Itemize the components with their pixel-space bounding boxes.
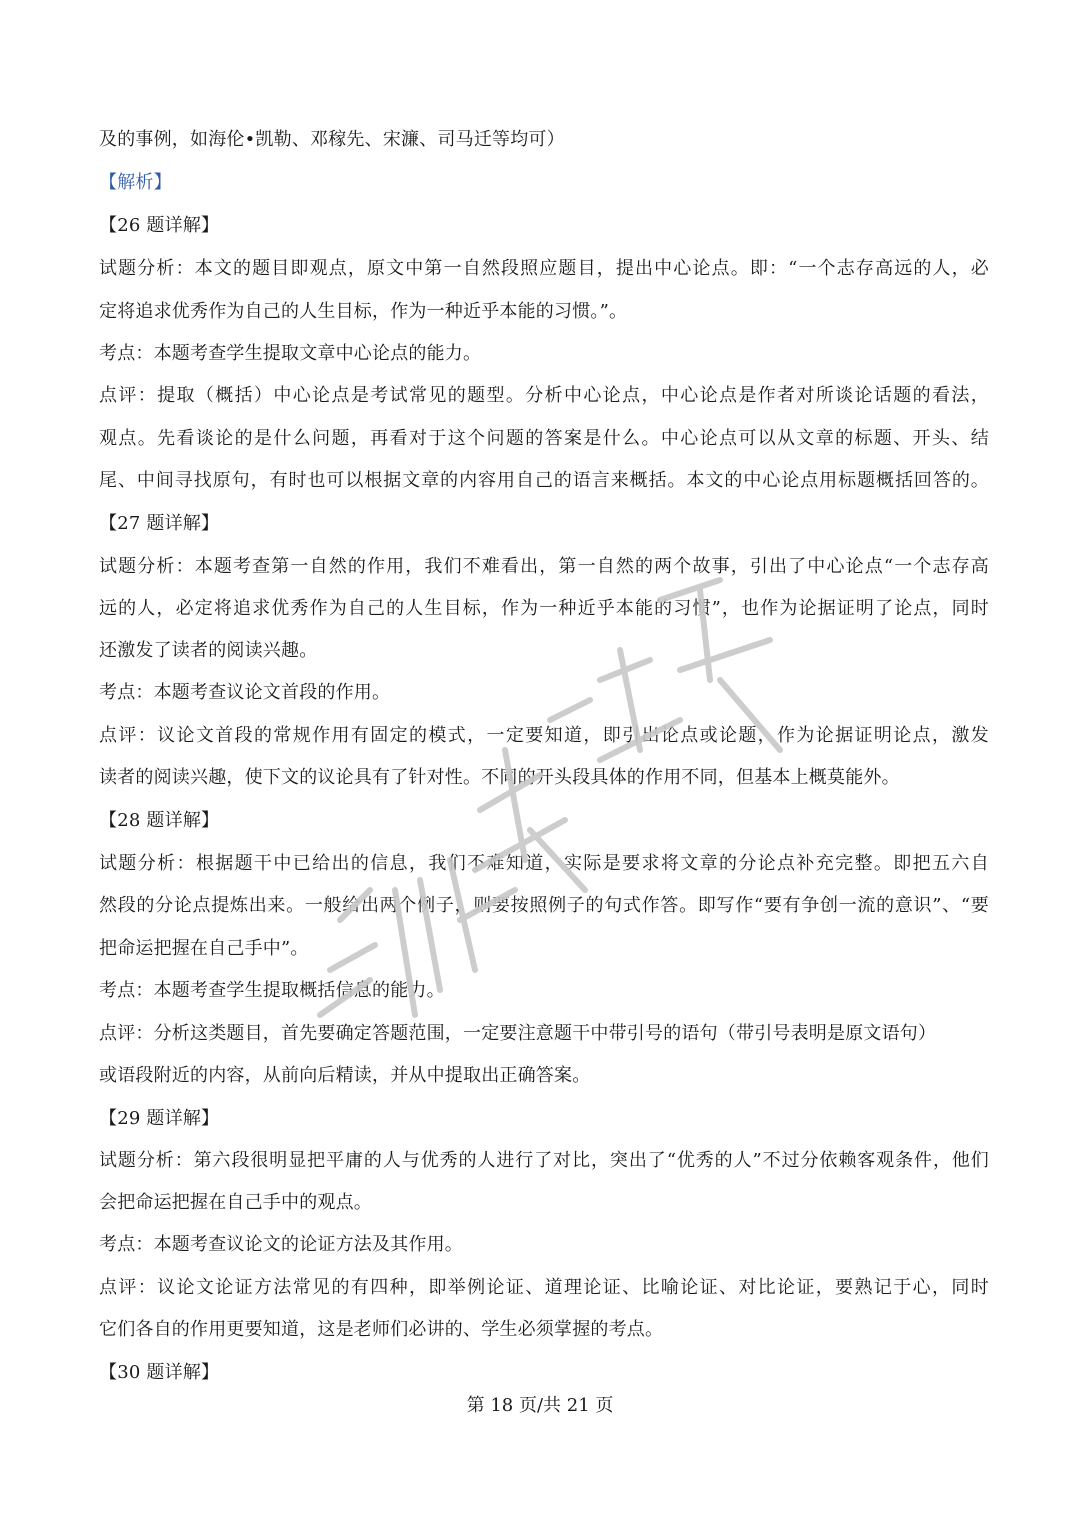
- q28-analysis-line-3: 把命运把握在自己手中”。: [99, 938, 309, 959]
- q28-analysis-line-2: 然段的分论点提炼出来。一般给出两个例子，则要按照例子的句式作答。即写作“要有争创一流的意识”、“要: [99, 895, 989, 916]
- q26-analysis-line-1: 试题分析：本文的题目即观点，原文中第一自然段照应题目，提出中心论点。即：“一个志存高远的人，必: [99, 258, 989, 279]
- q27-kaodian: 考点：本题考查议论文首段的作用。: [99, 682, 391, 703]
- q28-review-line-2: 或语段附近的内容，从前向后精读，并从中提取出正确答案。: [99, 1065, 591, 1086]
- q29-analysis-line-1: 试题分析：第六段很明显把平庸的人与优秀的人进行了对比，突出了“优秀的人”不过分依赖客观条件，他们: [99, 1150, 989, 1171]
- q29-analysis-line-2: 会把命运把握在自己手中的观点。: [99, 1192, 372, 1213]
- q27-review-line-2: 读者的阅读兴趣，使下文的议论具有了针对性。不同的开头段具体的作用不同，但基本上概莫能外。: [99, 767, 900, 788]
- q26-heading: 【26 题详解】: [99, 215, 220, 236]
- q28-heading: 【28 题详解】: [99, 810, 220, 831]
- q29-heading: 【29 题详解】: [99, 1108, 220, 1129]
- q27-analysis-line-1: 试题分析：本题考查第一自然的作用，我们不难看出，第一自然的两个故事，引出了中心论点“一个志存高: [99, 556, 989, 577]
- analysis-heading: 【解析】: [99, 172, 172, 193]
- q27-analysis-line-3: 还激发了读者的阅读兴趣。: [99, 640, 318, 661]
- q30-heading: 【30 题详解】: [99, 1362, 220, 1383]
- q29-review-line-2: 它们各自的作用更要知道，这是老师们必讲的、学生必须掌握的考点。: [99, 1319, 664, 1340]
- q27-analysis-line-2: 远的人，必定将追求优秀作为自己的人生目标，作为一种近乎本能的习惯”，也作为论据证明了论点，同时: [99, 598, 989, 619]
- q29-review-line-1: 点评：议论文论证方法常见的有四种，即举例论证、道理论证、比喻论证、对比论证，要熟记于心，同时: [99, 1277, 989, 1298]
- q26-review-line-1: 点评：提取（概括）中心论点是考试常见的题型。分析中心论点，中心论点是作者对所谈论话题的看法，: [99, 385, 989, 406]
- q26-review-line-3: 尾、中间寻找原句，有时也可以根据文章的内容用自己的语言来概括。本文的中心论点用标题概括回答的。: [99, 470, 989, 491]
- q27-heading: 【27 题详解】: [99, 513, 220, 534]
- q28-analysis-line-1: 试题分析：根据题干中已给出的信息，我们不难知道，实际是要求将文章的分论点补充完整。即把五六自: [99, 853, 989, 874]
- q26-analysis-line-2: 定将追求优秀作为自己的人生目标，作为一种近乎本能的习惯。”。: [99, 301, 628, 322]
- q29-kaodian: 考点：本题考查议论文的论证方法及其作用。: [99, 1234, 463, 1255]
- q28-kaodian: 考点：本题考查学生提取概括信息的能力。: [99, 980, 445, 1001]
- q26-kaodian: 考点：本题考查学生提取文章中心论点的能力。: [99, 343, 482, 364]
- answer-continuation: 及的事例，如海伦•凯勒、邓稼先、宋濂、司马迁等均可）: [99, 129, 565, 150]
- q27-review-line-1: 点评：议论文首段的常规作用有固定的模式，一定要知道，即引出论点或论题，作为论据证明论点，激发: [99, 725, 989, 746]
- q26-review-line-2: 观点。先看谈论的是什么问题，再看对于这个问题的答案是什么。中心论点可以从文章的标题、开头、结: [99, 428, 989, 449]
- page-number-footer: 第 18 页/共 21 页: [466, 1395, 614, 1416]
- q28-review-line-1: 点评：分析这类题目，首先要确定答题范围，一定要注意题干中带引号的语句（带引号表明是原文语句）: [99, 1023, 937, 1044]
